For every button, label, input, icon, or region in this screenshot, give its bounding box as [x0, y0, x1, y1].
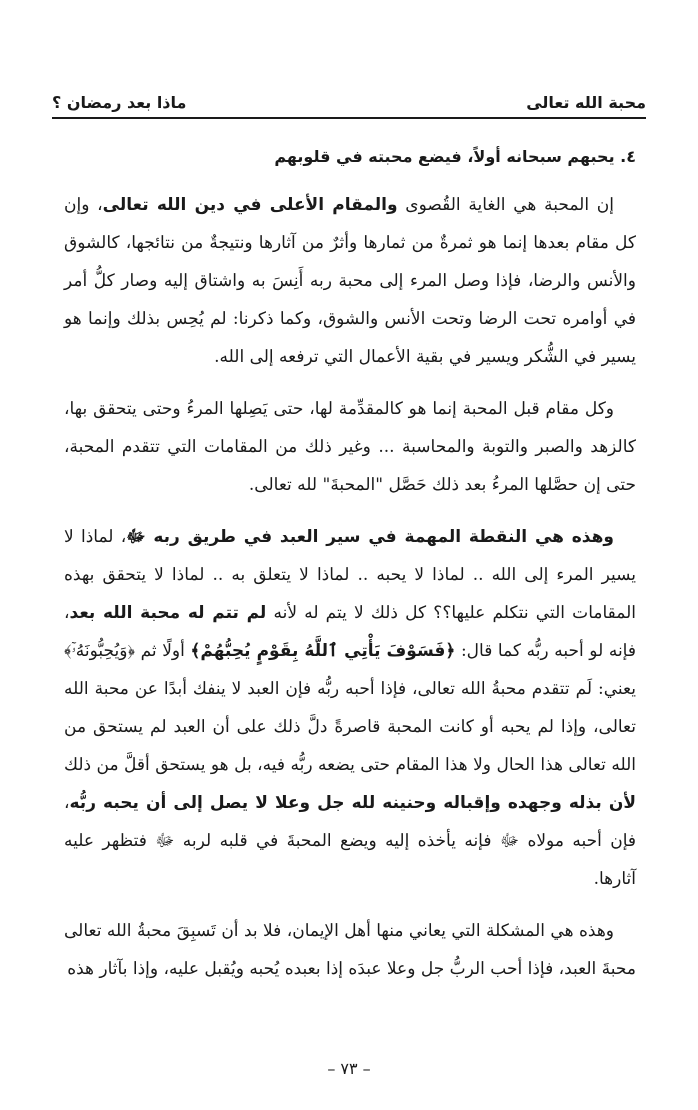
chapter-title: ماذا بعد رمضان ؟ [52, 93, 187, 112]
p1-text-c: ، وإن كل مقام بعدها إنما هو ثمرةٌ من ثمارها وأثرٌ من آثارها ونتيجةٌ من نتائجها، كالشوق والأنس والرضا، فإذا وصل المرء إلى محبة ربه أَنِسَ به واشتاق إليه وصار كلُّ أمر في أوامره تحت الرضا وتحت الأنس والشوق، وكما ذكرنا: لم يُحِس بذلك وإنما هو يسير في الشُّكر ويسير في بقية الأعمال التي ترفعه إلى الله. [64, 195, 636, 367]
running-header [52, 86, 646, 112]
p3-quran-verse: ﴿فَسَوْفَ يَأْتِي ٱللَّهُ بِقَوْمٍ يُحِبُّهُمْ﴾ [190, 641, 456, 661]
paragraph-4: وهذه هي المشكلة التي يعاني منها أهل الإيمان، فلا بد أن تَسبِقَ محبةُ الله تعالى محبةَ العبد، فإذا أحب الربُّ جل وعلا عبدَه إذا بعبده يُحبه ويُقبل عليه، وإذا بآثار هذه [64, 921, 636, 979]
page-number: – ٧٣ – [327, 1059, 371, 1078]
book-title: محبة الله تعالى [526, 93, 646, 112]
p3-text-f: أولًا ثم ﴿وَيُحِبُّونَهُۥٓ﴾ يعني: لَم تتقدم محبةُ الله تعالى، فإذا أحبه ربُّه فإن العبد لا ينفك أبدًا عن محبة الله تعالى، وإذا لم يحبه أو كانت المحبة قاصرةً دلَّ ذلك على أن العبد لم يستحق من الله تعالى هذا الحال ولا هذا المقام حتى يضعه ربُّه فيه، بل هو يستحق أقلَّ من ذلك [64, 641, 636, 775]
p3-bold-g: لأن بذله وجهده وإقباله وحنينه لله جل وعلا لا يصل إلى أن يحبه ربُّه [69, 793, 636, 813]
paragraph-1 [64, 186, 636, 376]
paragraph-3 [64, 518, 636, 898]
section-heading: ٤. يحبهم سبحانه أولاً، فيضع محبته في قلوبهم [274, 147, 636, 166]
header-rule [52, 117, 646, 119]
p3-text-b: ، لماذا لا يسير المرء إلى الله .. لماذا لا يحبه .. لماذا لا يتعلق به .. لماذا لا يتحقق بهذه المقامات التي نتكلم عليها؟؟ كل ذلك لا يتم له لأنه [64, 527, 636, 623]
p3-text-h: ، فإن أحبه مولاه ﷻ فإنه يأخذه إليه ويضع المحبةَ في قلبه لربه ﷻ فتظهر عليه آثارها. [64, 793, 636, 889]
p3-text-d: ، فإنه لو أحبه ربُّه كما قال: [64, 603, 636, 661]
page-body [64, 138, 636, 1030]
p3-bold-a: وهذه هي النقطة المهمة في سير العبد في طريق ربه ﷻ [126, 527, 614, 547]
paragraph-2: وكل مقام قبل المحبة إنما هو كالمقدِّمة لها، حتى يَصِلها المرءُ وحتى يتحقق بها، كالزهد والصبر والتوبة والمحاسبة ... وغير ذلك من المقامات التي تتقدم المحبة، حتى إن حصَّلها المرءُ بعد ذلك حَصَّل "المحبةَ" لله تعالى. [64, 399, 636, 495]
p3-bold-c: لم تتم له محبة الله بعد [69, 603, 267, 623]
p1-bold: والمقام الأعلى في دين الله تعالى [102, 195, 398, 215]
p1-text-a: إن المحبة هي الغاية القُصوى [397, 195, 615, 215]
